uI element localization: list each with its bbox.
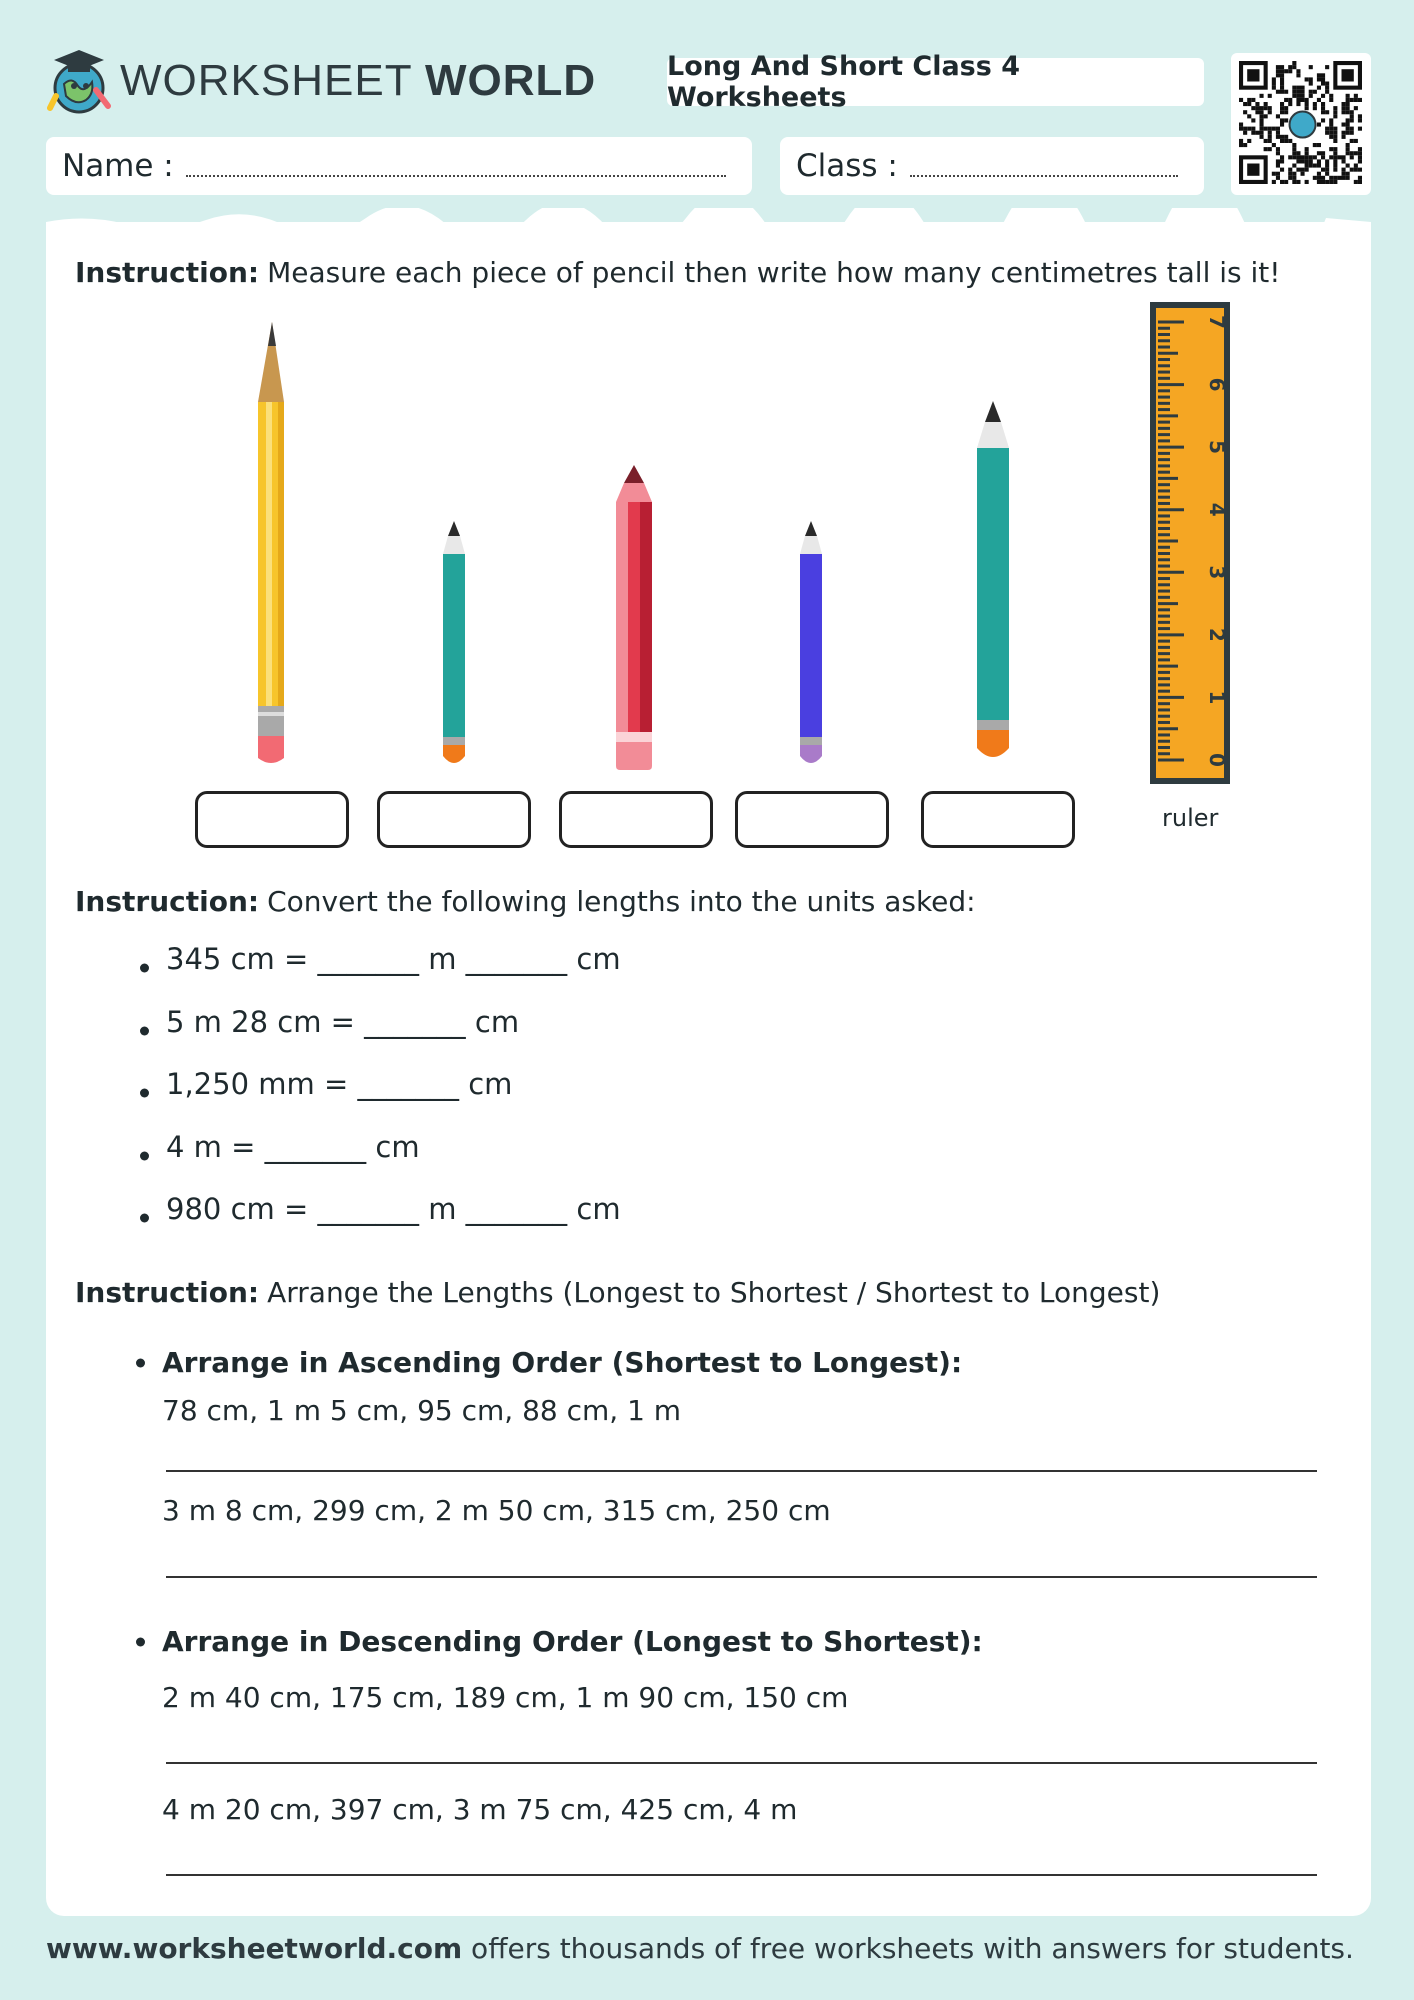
ascending-set-2: 3 m 8 cm, 299 cm, 2 m 50 cm, 315 cm, 250 cm bbox=[162, 1494, 831, 1527]
ruler-number: 5 bbox=[1205, 440, 1229, 455]
instruction-text: Measure each piece of pencil then write how many centimetres tall is it! bbox=[267, 256, 1281, 289]
answer-line[interactable] bbox=[166, 1762, 1317, 1764]
answer-line[interactable] bbox=[166, 1470, 1317, 1472]
ruler-number: 2 bbox=[1205, 627, 1229, 642]
brand-name: WORKSHEET WORLD bbox=[120, 56, 597, 105]
instruction-text: Arrange the Lengths (Longest to Shortest / Shortest to Longest) bbox=[267, 1276, 1161, 1309]
ruler-number: 1 bbox=[1205, 690, 1229, 705]
instruction-text: Convert the following lengths into the units asked: bbox=[267, 885, 976, 918]
instruction-label: Instruction: bbox=[75, 256, 260, 289]
answer-box-4[interactable] bbox=[735, 791, 889, 848]
worksheet-title: Long And Short Class 4 Worksheets bbox=[667, 58, 1204, 106]
answer-box-5[interactable] bbox=[921, 791, 1075, 848]
ruler-number: 0 bbox=[1205, 753, 1229, 767]
ruler-number: 7 bbox=[1205, 315, 1229, 329]
pencil-3 bbox=[616, 465, 652, 770]
instruction-arrange bbox=[75, 1276, 1160, 1309]
ruler-number: 6 bbox=[1205, 377, 1229, 392]
name-label: Name : bbox=[62, 148, 174, 184]
descending-set-1: 2 m 40 cm, 175 cm, 189 cm, 1 m 90 cm, 150 cm bbox=[162, 1681, 849, 1714]
conversion-item[interactable]: 4 m = _______ cm bbox=[166, 1125, 621, 1188]
pencil-2 bbox=[443, 521, 465, 763]
pencil-1 bbox=[258, 322, 284, 763]
instruction-label: Instruction: bbox=[75, 885, 260, 918]
conversion-item[interactable]: 1,250 mm = _______ cm bbox=[166, 1062, 621, 1125]
ruler-caption: ruler bbox=[1162, 804, 1219, 832]
pencils-illustration bbox=[0, 0, 1414, 800]
answer-line[interactable] bbox=[166, 1576, 1317, 1578]
answer-box-2[interactable] bbox=[377, 791, 531, 848]
conversion-list bbox=[166, 937, 621, 1250]
answer-box-1[interactable] bbox=[195, 791, 349, 848]
ruler-number: 3 bbox=[1205, 565, 1229, 580]
footer-text bbox=[46, 1932, 1354, 1965]
answer-box-3[interactable] bbox=[559, 791, 713, 848]
class-label: Class : bbox=[796, 148, 898, 184]
answer-line[interactable] bbox=[166, 1874, 1317, 1876]
ruler-icon bbox=[1153, 305, 1229, 781]
conversion-item[interactable]: 980 cm = _______ m _______ cm bbox=[166, 1187, 621, 1250]
footer-site-link[interactable]: www.worksheetworld.com bbox=[46, 1932, 463, 1965]
conversion-item[interactable]: 5 m 28 cm = _______ cm bbox=[166, 1000, 621, 1063]
ruler-number: 4 bbox=[1205, 502, 1229, 517]
instruction-label: Instruction: bbox=[75, 1276, 260, 1309]
footer-tagline: offers thousands of free worksheets with answers for students. bbox=[462, 1932, 1354, 1965]
ascending-set-1: 78 cm, 1 m 5 cm, 95 cm, 88 cm, 1 m bbox=[162, 1394, 682, 1427]
instruction-convert bbox=[75, 885, 976, 918]
conversion-item[interactable]: 345 cm = _______ m _______ cm bbox=[166, 937, 621, 1000]
descending-set-2: 4 m 20 cm, 397 cm, 3 m 75 cm, 425 cm, 4 m bbox=[162, 1793, 798, 1826]
pencil-4 bbox=[800, 521, 822, 763]
ascending-heading: Arrange in Ascending Order (Shortest to Longest): bbox=[162, 1346, 963, 1379]
pencil-5 bbox=[977, 401, 1009, 757]
descending-heading: Arrange in Descending Order (Longest to Shortest): bbox=[162, 1625, 983, 1658]
